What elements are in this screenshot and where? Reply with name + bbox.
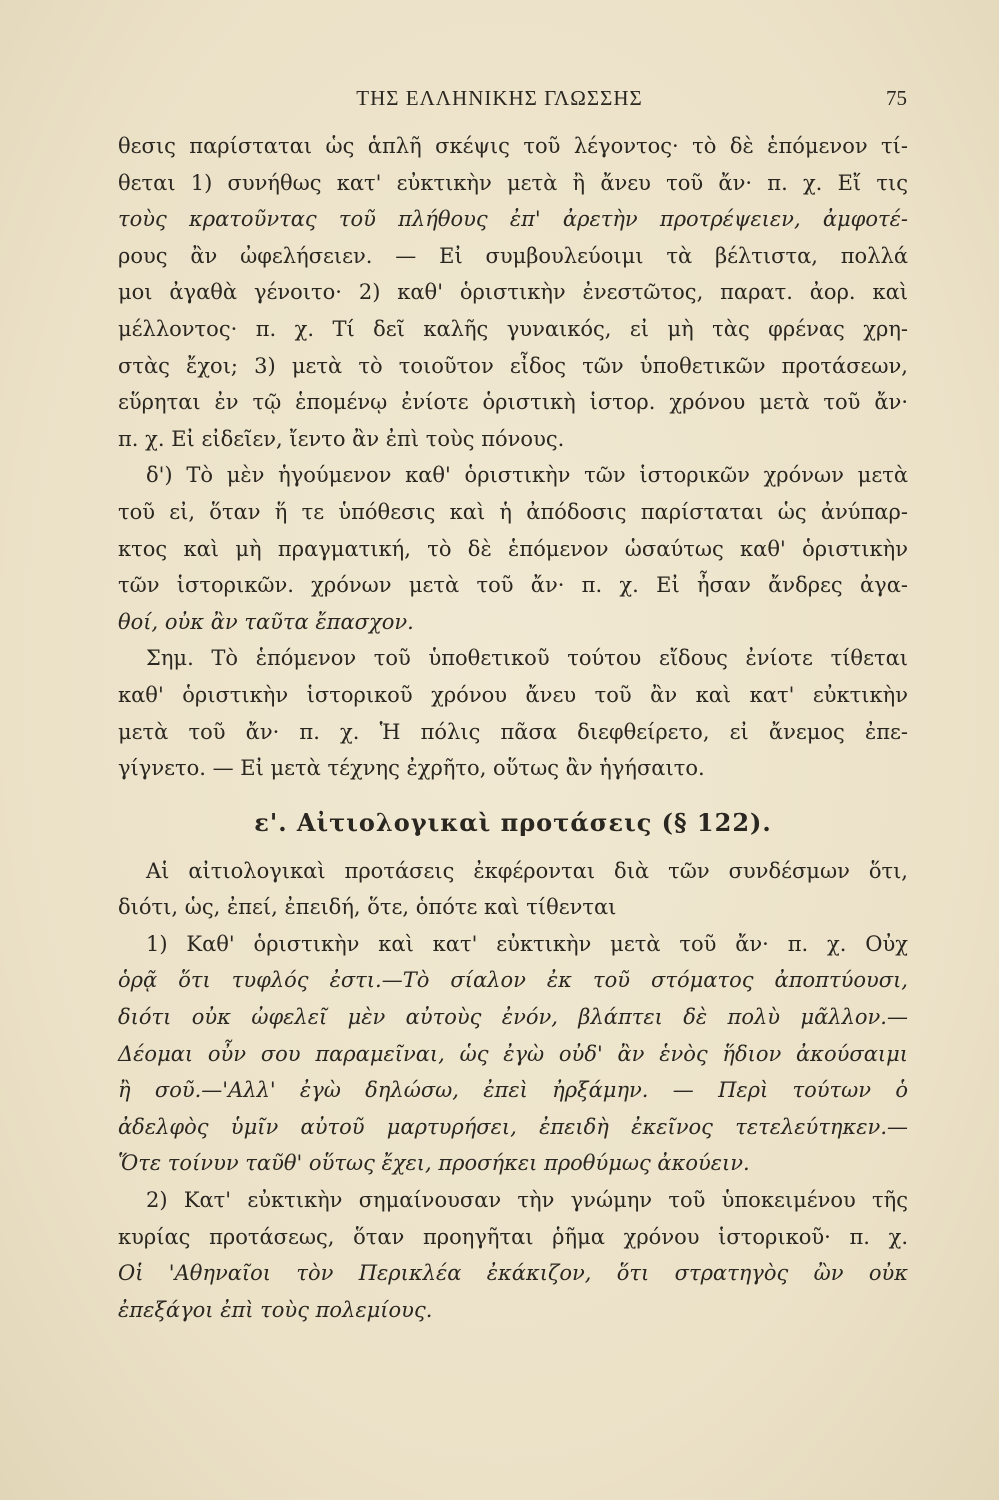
text-line: στὰς ἔχοι; 3) μετὰ τὸ τοιοῦτον εἶδος τῶν ὑποθετικῶν προτάσεων, <box>118 353 908 378</box>
text-line: ἀδελφὸς ὑμῖν αὐτοῦ μαρτυρήσει, ἐπειδὴ ἐκεῖνος τετελεύτηκεν.— <box>118 1114 908 1139</box>
text-line: Δέομαι οὖν σου παραμεῖναι, ὡς ἐγὼ οὐδ' ἂν ἑνὸς ἥδιον ἀκούσαιμι <box>118 1041 908 1066</box>
page-body <box>118 128 908 1328</box>
text-line: διότι οὐκ ὠφελεῖ μὲν αὐτοὺς ἐνόν, βλάπτει δὲ πολὺ μᾶλλον.— <box>118 1005 908 1030</box>
text-line: μέλλοντος· π. χ. Τί δεῖ καλῆς γυναικός, εἰ μὴ τὰς φρένας χρη- <box>118 316 908 341</box>
text-line: καθ' ὁριστικὴν ἱστορικοῦ χρόνου ἄνευ τοῦ ἂν καὶ κατ' εὐκτικὴν <box>118 682 908 707</box>
text-line: τοὺς κρατοῦντας τοῦ πλήθους ἐπ' ἀρετὴν προτρέψειεν, ἀμφοτέ- <box>118 207 908 232</box>
text-line: κυρίας προτάσεως, ὅταν προηγῆται ῥῆμα χρόνου ἱστορικοῦ· π. χ. <box>118 1224 908 1249</box>
text-line: θεσις παρίσταται ὡς ἁπλῆ σκέψις τοῦ λέγοντος· τὸ δὲ ἑπόμενον τί- <box>118 134 908 158</box>
text-line: εὕρηται ἐν τῷ ἑπομένῳ ἐνίοτε ὁριστικὴ ἱστορ. χρόνου μετὰ τοῦ ἄν· <box>118 390 908 415</box>
running-title: ΤΗΣ ΕΛΛΗΝΙΚΗΣ ΓΛΩΣΣΗΣ <box>356 86 643 110</box>
text-line: γίγνετο. — Εἰ μετὰ τέχνης ἐχρῆτο, οὕτως ἂν ἡγήσαιτο. <box>118 756 705 781</box>
page-number: 75 <box>886 86 907 110</box>
paragraph-item-2 <box>118 1182 908 1328</box>
section-heading: ε'. Αἰτιολογικαὶ προτάσεις (§ 122). <box>254 807 772 837</box>
text-line: Αἱ αἰτιολογικαὶ προτάσεις ἐκφέρονται διὰ τῶν συνδέσμων ὅτι, <box>146 858 908 883</box>
text-line: θεται 1) συνήθως κατ' εὐκτικὴν μετὰ ἢ ἄνευ τοῦ ἄν· π. χ. Εἴ τις <box>118 170 908 195</box>
text-line: Ὅτε τοίνυν ταῦθ' οὕτως ἔχει, προσήκει προθύμως ἀκούειν. <box>118 1151 750 1176</box>
text-line: Οἱ 'Αθηναῖοι τὸν Περικλέα ἐκάκιζον, ὅτι στρατηγὸς ὢν οὐκ <box>118 1261 908 1286</box>
text-line: 1) Καθ' ὁριστικὴν καὶ κατ' εὐκτικὴν μετὰ τοῦ ἄν· π. χ. Οὐχ <box>146 931 908 956</box>
paragraph-intro <box>118 853 908 926</box>
text-line: δ') Τὸ μὲν ἡγούμενον καθ' ὁριστικὴν τῶν ἱστορικῶν χρόνων μετὰ <box>146 463 908 488</box>
paragraph-note <box>118 640 908 786</box>
paragraph-item-1 <box>118 926 908 1182</box>
text-line: τῶν ἱστορικῶν. χρόνων μετὰ τοῦ ἄν· π. χ. Εἰ ἦσαν ἄνδρες ἀγα- <box>118 573 908 598</box>
running-header <box>0 86 999 120</box>
text-line: θοί, οὐκ ἂν ταῦτα ἔπασχον. <box>118 609 414 634</box>
text-line: διότι, ὡς, ἐπεί, ἐπειδή, ὅτε, ὁπότε καὶ τίθενται <box>118 895 617 920</box>
text-line: κτος καὶ μὴ πραγματική, τὸ δὲ ἑπόμενον ὡσαύτως καθ' ὁριστικὴν <box>118 536 908 561</box>
text-line: Σημ. Τὸ ἑπόμενον τοῦ ὑποθετικοῦ τούτου εἴδους ἐνίοτε τίθεται <box>146 646 908 671</box>
text-line: 2) Κατ' εὐκτικὴν σημαίνουσαν τὴν γνώμην τοῦ ὑποκειμένου τῆς <box>146 1188 908 1213</box>
text-line: μετὰ τοῦ ἄν· π. χ. Ἡ πόλις πᾶσα διεφθείρετο, εἰ ἄνεμος ἐπε- <box>118 719 908 744</box>
text-line: ἐπεξάγοι ἐπὶ τοὺς πολεμίους. <box>118 1297 433 1322</box>
text-line: ἢ σοῦ.—'Αλλ' ἐγὼ δηλώσω, ἐπεὶ ἠρξάμην. — Περὶ τούτων ὁ <box>118 1078 908 1103</box>
paragraph-delta <box>118 457 908 640</box>
text-line: μοι ἀγαθὰ γένοιτο· 2) καθ' ὁριστικὴν ἐνεστῶτος, παρατ. ἀορ. καὶ <box>118 280 908 305</box>
text-line: ρους ἂν ὠφελήσειεν. — Εἰ συμβουλεύοιμι τὰ βέλτιστα, πολλά <box>118 243 908 268</box>
text-line: π. χ. Εἰ εἰδεῖεν, ἴεντο ἂν ἐπὶ τοὺς πόνους. <box>118 426 565 451</box>
text-line: ὁρᾷ ὅτι τυφλός ἐστι.—Τὸ σίαλον ἐκ τοῦ στόματος ἀποπτύουσι, <box>118 968 908 993</box>
paragraph-continuation <box>118 128 908 457</box>
text-line: τοῦ εἰ, ὅταν ἥ τε ὑπόθεσις καὶ ἡ ἀπόδοσις παρίσταται ὡς ἀνύπαρ- <box>118 499 908 524</box>
